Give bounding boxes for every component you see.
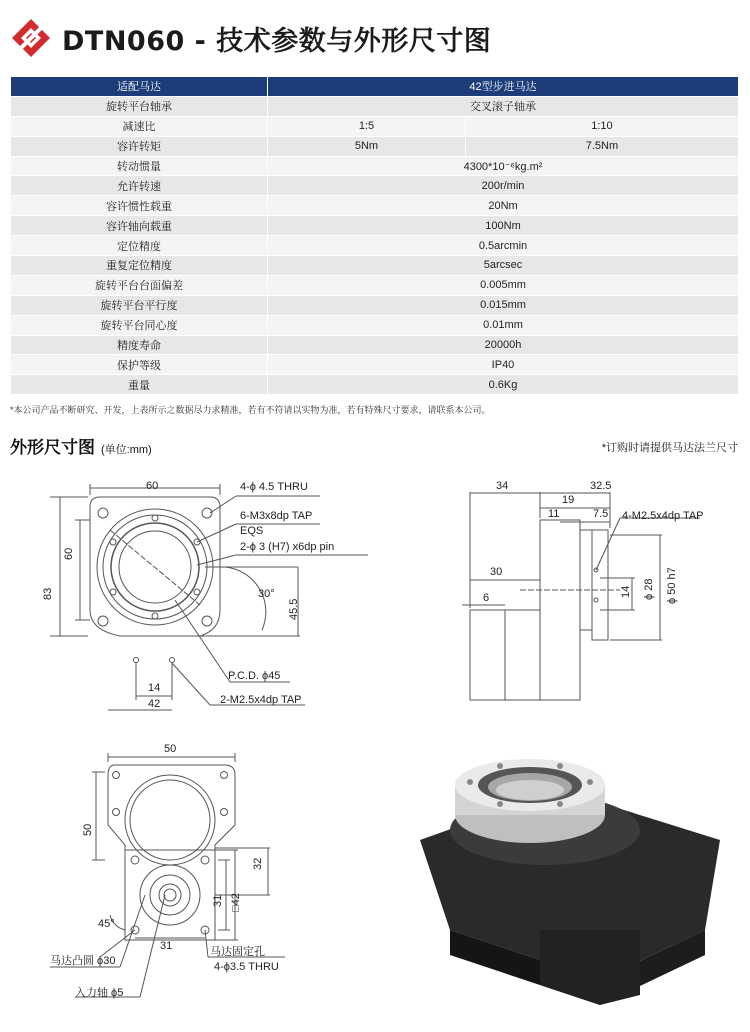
callout-pin-holes: 2-ϕ 3 (H7) x6dp pin — [240, 541, 335, 553]
product-photo — [420, 759, 720, 1005]
row-value: 0.005mm — [268, 275, 739, 295]
dim-front-angle-30: 30° — [258, 588, 275, 600]
row-value: IP40 — [268, 355, 739, 375]
dim-side-phi-50: ϕ 50 h7 — [666, 567, 678, 604]
row-label: 旋转平台轴承 — [11, 96, 268, 116]
callout-m3-tap: 6-M3x8dp TAP — [240, 510, 313, 522]
dim-side-32-5: 32.5 — [590, 480, 612, 492]
section-title-text: 外形尺寸图 — [10, 438, 95, 457]
row-value: 20000h — [268, 335, 739, 355]
disclaimer-note: *本公司产品不断研究、开发，上表所示之数据尽力求精准，若有不符请以实物为准，若有特殊尺寸要求，请联系本公司。 — [10, 405, 491, 415]
order-note: *订购时请提供马达法兰尺寸 — [601, 442, 738, 454]
row-label: 旋转平台同心度 — [11, 315, 268, 335]
table-row — [11, 156, 739, 176]
row-label: 容许转矩 — [11, 136, 268, 156]
row-label: 减速比 — [11, 116, 268, 136]
dim-front-14: 14 — [148, 682, 161, 694]
table-row — [11, 256, 739, 276]
callout-motor-thru: 4-ϕ3.5 THRU — [214, 961, 279, 973]
spec-table — [10, 76, 739, 395]
dim-side-6: 6 — [483, 592, 490, 604]
row-label: 保护等级 — [11, 355, 268, 375]
dim-bottom-31-horizontal: 31 — [160, 940, 173, 952]
brand-logo-icon — [10, 17, 52, 59]
row-value: 0.6Kg — [268, 375, 739, 395]
dim-side-phi-28: ϕ 28 — [643, 578, 655, 600]
callout-thru-holes: 4-ϕ 4.5 THRU — [240, 481, 308, 493]
dim-bottom-50-width: 50 — [164, 743, 177, 755]
dim-bottom-50-height: 50 — [82, 823, 94, 836]
table-header-label: 适配马达 — [11, 77, 268, 97]
front-view-drawing — [50, 484, 368, 710]
row-value: 5arcsec — [268, 256, 739, 276]
table-row — [11, 315, 739, 335]
row-label: 旋转平台平行度 — [11, 295, 268, 315]
row-label: 允许转速 — [11, 176, 268, 196]
row-value: 20Nm — [268, 196, 739, 216]
callout-pcd: P.C.D. ϕ45 — [228, 670, 281, 682]
section-title — [10, 433, 152, 458]
table-row — [11, 116, 739, 136]
page-title: DTN060 - 技术参数与外形尺寸图 — [62, 25, 492, 57]
row-label: 转动惯量 — [11, 156, 268, 176]
table-row — [11, 196, 739, 216]
dim-side-11: 11 — [548, 508, 560, 520]
row-value: 1:10 — [465, 116, 738, 136]
row-label: 容许惯性载重 — [11, 196, 268, 216]
row-value: 7.5Nm — [465, 136, 738, 156]
row-value: 0.01mm — [268, 315, 739, 335]
table-row — [11, 236, 739, 256]
callout-side-tap: 4-M2.5x4dp TAP — [622, 510, 704, 522]
page-header — [10, 14, 491, 62]
dim-front-83: 83 — [42, 587, 54, 600]
table-row — [11, 136, 739, 156]
row-label: 容许轴向载重 — [11, 216, 268, 236]
unit-label: (单位:mm) — [101, 444, 152, 456]
table-header-row — [11, 77, 739, 97]
table-row — [11, 275, 739, 295]
row-value: 1:5 — [268, 116, 466, 136]
dim-side-19: 19 — [562, 494, 575, 506]
callout-m2-tap: 2-M2.5x4dp TAP — [220, 694, 302, 706]
table-row — [11, 355, 739, 375]
row-label: 精度寿命 — [11, 335, 268, 355]
dim-bottom-32: 32 — [252, 857, 264, 870]
callout-input-shaft: 入力轴 ϕ5 — [75, 987, 124, 999]
table-row — [11, 375, 739, 395]
row-value: 200r/min — [268, 176, 739, 196]
table-row — [11, 216, 739, 236]
dim-side-7-5: 7.5 — [593, 508, 609, 520]
callout-eqs: EQS — [240, 525, 264, 537]
dim-front-60-height: 60 — [63, 547, 75, 560]
row-value: 5Nm — [268, 136, 466, 156]
side-view-drawing — [462, 492, 700, 700]
dim-front-45-5: 45.5 — [288, 598, 300, 620]
callout-motor-holes: 马达固定孔 — [210, 946, 265, 958]
dim-front-42: 42 — [148, 698, 161, 710]
row-value: 4300*10⁻⁶kg.m² — [268, 156, 739, 176]
row-value: 100Nm — [268, 216, 739, 236]
table-row — [11, 295, 739, 315]
dim-bottom-angle-45: 45° — [98, 918, 115, 930]
callout-motor-boss: 马达凸圆 ϕ30 — [50, 955, 116, 967]
row-value: 交叉滚子轴承 — [268, 96, 739, 116]
table-row — [11, 335, 739, 355]
row-label: 重量 — [11, 375, 268, 395]
dim-side-34: 34 — [496, 480, 509, 492]
table-header-value: 42型步进马达 — [268, 77, 739, 97]
row-label: 重复定位精度 — [11, 256, 268, 276]
row-label: 旋转平台台面偏差 — [11, 275, 268, 295]
technical-drawings — [0, 460, 750, 1032]
dim-bottom-42-square: □42 — [230, 893, 242, 912]
table-row — [11, 96, 739, 116]
row-label: 定位精度 — [11, 236, 268, 256]
dim-bottom-31-vertical: 31 — [212, 894, 224, 907]
dim-side-30: 30 — [490, 566, 503, 578]
table-row — [11, 176, 739, 196]
row-value: 0.015mm — [268, 295, 739, 315]
dim-side-14: 14 — [620, 585, 632, 598]
dim-front-60-width: 60 — [146, 480, 159, 492]
row-value: 0.5arcmin — [268, 236, 739, 256]
